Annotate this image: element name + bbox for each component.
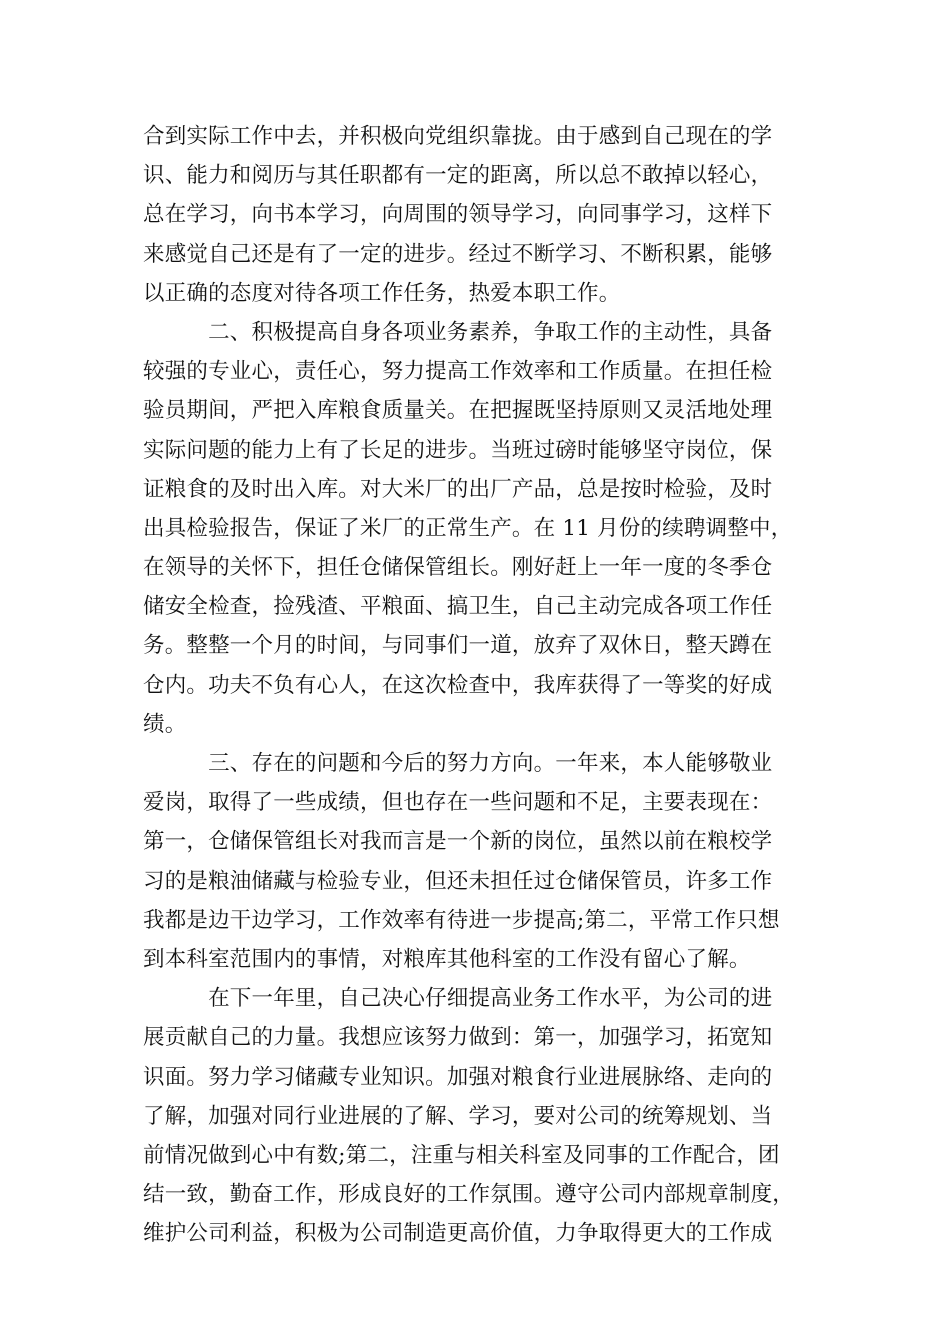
paragraph-start-line: 二、积极提高自身各项业务素养，争取工作的主动性，具备 [143, 319, 773, 345]
text-line: 爱岗，取得了一些成绩，但也存在一些问题和不足，主要表现在： [143, 790, 773, 816]
body-text [143, 117, 811, 1253]
text-line: 在领导的关怀下，担任仓储保管组长。刚好赶上一年一度的冬季仓 [143, 555, 773, 581]
paragraph-start-line: 三、存在的问题和今后的努力方向。一年来，本人能够敬业 [143, 751, 773, 776]
text-line: 以正确的态度对待各项工作任务，热爱本职工作。 [143, 280, 621, 306]
text-line: 来感觉自己还是有了一定的进步。经过不断学习、不断积累，能够 [143, 241, 773, 267]
paragraph-start-line: 在下一年里，自己决心仔细提高业务工作水平，为公司的进 [143, 986, 773, 1012]
text-line: 较强的专业心，责任心，努力提高工作效率和工作质量。在担任检 [143, 359, 773, 385]
text-line: 识面。努力学习储藏专业知识。加强对粮食行业进展脉络、走向的 [143, 1064, 773, 1090]
text-line: 结一致，勤奋工作，形成良好的工作氛围。遵守公司内部规章制度， [143, 1182, 795, 1208]
text-line: 前情况做到心中有数;第二，注重与相关科室及同事的工作配合，团 [143, 1142, 780, 1168]
text-line: 证粮食的及时出入库。对大米厂的出厂产品，总是按时检验，及时 [143, 476, 773, 502]
text-line: 务。整整一个月的时间，与同事们一道，放弃了双休日，整天蹲在 [143, 633, 773, 659]
text-line: 维护公司利益，积极为公司制造更高价值，力争取得更大的工作成 [143, 1221, 773, 1247]
text-line: 习的是粮油储藏与检验专业，但还未担任过仓储保管员，许多工作 [143, 868, 773, 894]
text-line: 合到实际工作中去，并积极向党组织靠拢。由于感到自己现在的学 [143, 124, 773, 149]
text-line: 绩。 [143, 711, 187, 737]
text-line: 仓内。功夫不负有心人，在这次检查中，我库获得了一等奖的好成 [143, 672, 773, 698]
text-line: 展贡献自己的力量。我想应该努力做到：第一，加强学习，拓宽知 [143, 1025, 773, 1051]
text-line: 储安全检查，捡残渣、平粮面、搞卫生，自己主动完成各项工作任 [143, 594, 773, 620]
text-line: 实际问题的能力上有了长足的进步。当班过磅时能够坚守岗位，保 [143, 437, 773, 463]
text-line: 我都是边干边学习，工作效率有待进一步提高;第二，平常工作只想 [143, 907, 780, 933]
text-line: 出具检验报告，保证了米厂的正常生产。在 11 月份的续聘调整中， [143, 515, 793, 541]
text-line: 验员期间，严把入库粮食质量关。在把握既坚持原则又灵活地处理 [143, 398, 773, 424]
text-line: 了解，加强对同行业进展的了解、学习，要对公司的统筹规划、当 [143, 1103, 773, 1129]
text-line: 识、能力和阅历与其任职都有一定的距离，所以总不敢掉以轻心， [143, 163, 773, 189]
text-line: 总在学习，向书本学习，向周围的领导学习，向同事学习，这样下 [143, 202, 773, 228]
text-line: 到本科室范围内的事情，对粮库其他科室的工作没有留心了解。 [143, 946, 751, 972]
text-line: 第一，仓储保管组长对我而言是一个新的岗位，虽然以前在粮校学 [143, 829, 773, 855]
